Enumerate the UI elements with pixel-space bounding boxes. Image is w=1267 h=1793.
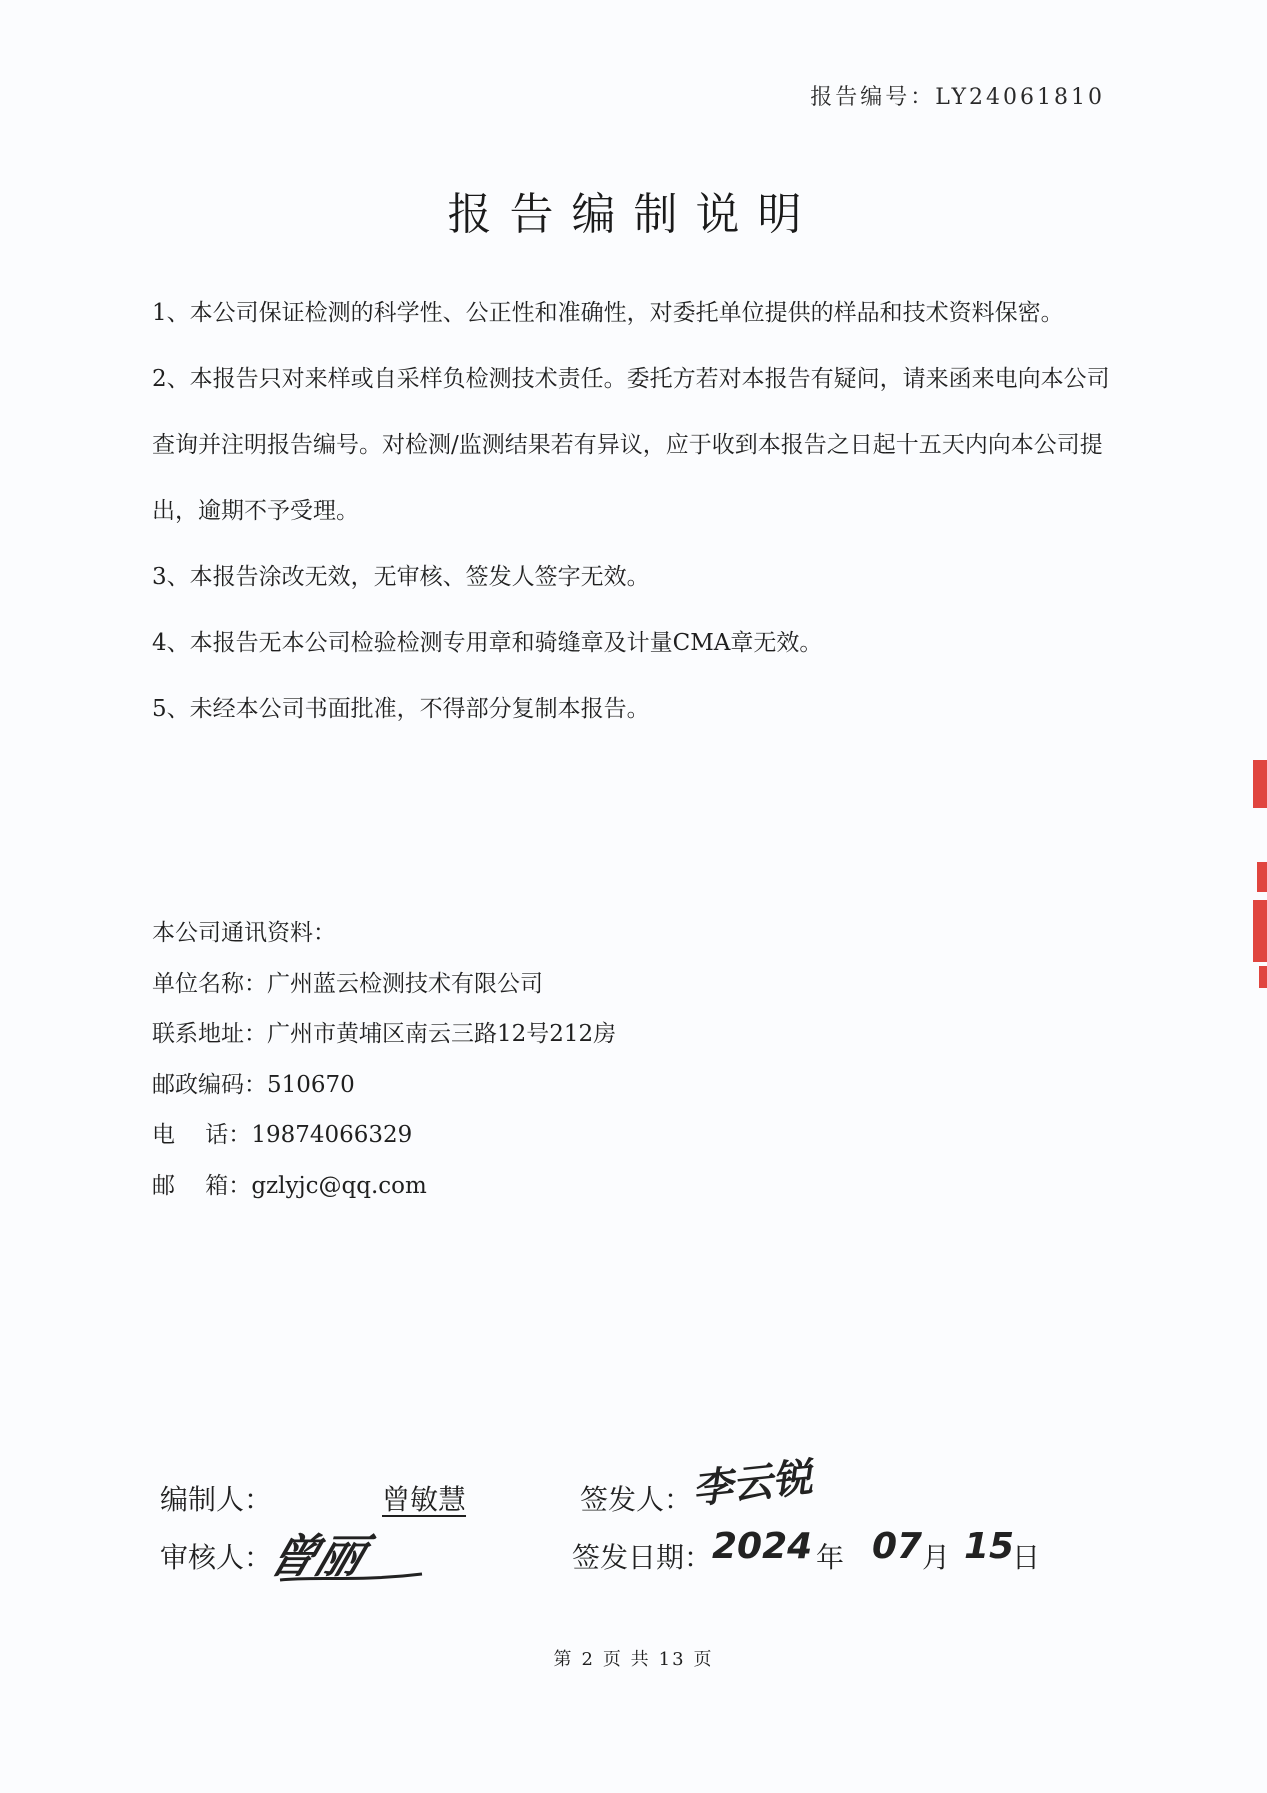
notes-list <box>152 280 1114 742</box>
report-number-label: 报告编号： <box>810 85 936 110</box>
reviewer-signature-stroke <box>276 1566 426 1586</box>
signature-block <box>160 1454 1060 1620</box>
day-unit: 日 <box>1012 1541 1041 1574</box>
contact-label: 联系地址： <box>152 1021 267 1047</box>
contact-row <box>152 1009 1052 1060</box>
seal-edge-mark <box>1259 966 1267 988</box>
contact-label: 邮 箱： <box>152 1172 252 1199</box>
note-item: 5、未经本公司书面批准，不得部分复制本报告。 <box>152 696 650 722</box>
seal-edge-mark <box>1257 862 1267 892</box>
note-item: 3、本报告涂改无效，无审核、签发人签字无效。 <box>152 564 650 590</box>
contact-value: 广州蓝云检测技术有限公司 <box>267 970 543 997</box>
issuer-signature: 李云锐 <box>690 1454 815 1514</box>
seal-edge-mark <box>1253 900 1267 962</box>
contact-row <box>152 1060 1052 1111</box>
contact-value: 19874066329 <box>251 1122 413 1148</box>
report-number-line <box>810 80 1105 111</box>
page-suffix: 页 <box>693 1649 714 1670</box>
contact-label: 邮政编码： <box>152 1071 267 1098</box>
issue-month: 07 <box>872 1526 923 1567</box>
contact-info <box>152 908 1052 1211</box>
contact-heading: 本公司通讯资料： <box>152 920 336 946</box>
contact-row <box>152 1110 1052 1161</box>
note-item: 1、本公司保证检测的科学性、公正性和准确性，对委托单位提供的样品和技术资料保密。 <box>152 300 1064 326</box>
note-item: 2、本报告只对来样或自采样负检测技术责任。委托方若对本报告有疑问，请来函来电向本公司查询并注明报告编号。对检测/监测结果若有异议，应于收到本报告之日起十五天内向本公司提出，逾期不予受理。 <box>152 366 1110 524</box>
contact-value: gzlyjc@qq.com <box>251 1172 427 1199</box>
contact-row <box>152 1161 1052 1212</box>
contact-value: 510670 <box>267 1071 355 1098</box>
page-total: 13 <box>658 1649 686 1670</box>
seal-edge-mark <box>1253 760 1267 808</box>
page-current: 2 <box>581 1649 595 1670</box>
page-middle: 页 共 <box>602 1649 651 1670</box>
month-unit: 月 <box>922 1541 951 1574</box>
issue-day: 15 <box>964 1526 1015 1567</box>
contact-label: 电 话： <box>152 1122 252 1148</box>
reviewer-signature: 曾丽 <box>262 1529 372 1583</box>
contact-value: 广州市黄埔区南云三路12号212房 <box>267 1021 617 1047</box>
reviewer-label: 审核人： <box>160 1541 273 1574</box>
year-unit: 年 <box>816 1541 845 1574</box>
issuer-label: 签发人： <box>580 1483 693 1516</box>
note-item: 4、本报告无本公司检验检测专用章和骑缝章及计量CMA章无效。 <box>152 630 823 656</box>
compiler-name: 曾敏慧 <box>382 1483 467 1516</box>
contact-row <box>152 959 1052 1010</box>
report-number: LY24061810 <box>935 85 1105 110</box>
contact-label: 单位名称： <box>152 970 267 997</box>
page-title: 报告编制说明 <box>447 189 820 240</box>
compiler-label: 编制人： <box>160 1483 273 1516</box>
issue-date-label: 签发日期： <box>572 1541 713 1574</box>
issue-year: 2024 <box>712 1526 813 1567</box>
page-footer <box>0 1645 1267 1671</box>
page-prefix: 第 <box>553 1649 574 1670</box>
